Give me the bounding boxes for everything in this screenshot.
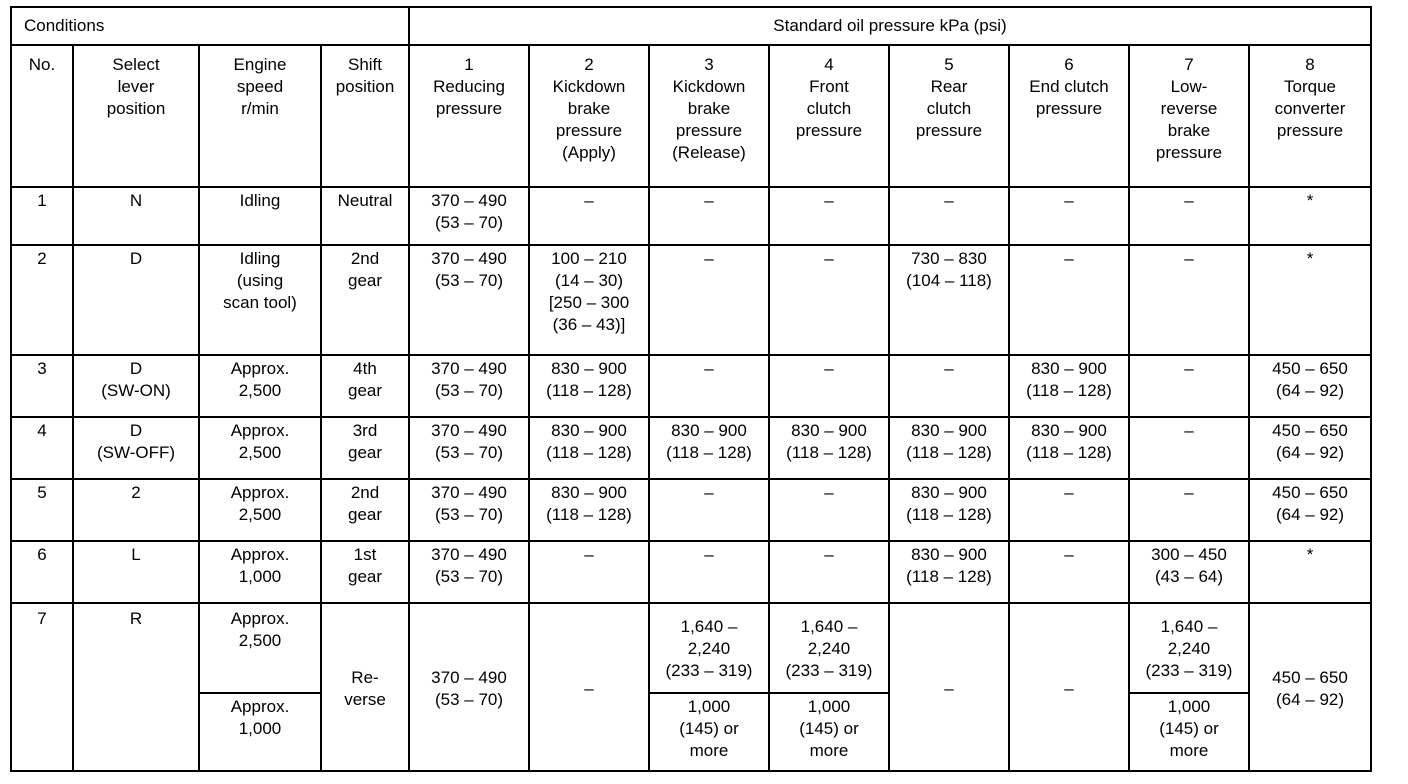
column-header-no: No. bbox=[11, 45, 73, 187]
pressure-cell-p4-line: – bbox=[824, 249, 834, 268]
shift-position-cell-line: 1st bbox=[353, 545, 377, 564]
pressure-cell-p4 bbox=[769, 603, 889, 693]
select-lever-cell-line: N bbox=[129, 191, 143, 210]
shift-position-cell-line: gear bbox=[347, 271, 383, 290]
pressure-cell-p6 bbox=[1009, 417, 1129, 479]
pressure-cell-p4-line: 830 – 900 bbox=[791, 421, 867, 440]
engine-speed-cell bbox=[199, 245, 321, 355]
engine-speed-cell-line: 2,500 bbox=[238, 381, 282, 400]
column-header-line: Front bbox=[809, 77, 849, 96]
column-number: 4 bbox=[824, 55, 834, 74]
column-header-line: Torque bbox=[1284, 77, 1336, 96]
shift-position-cell bbox=[321, 417, 409, 479]
select-lever-cell-line: (SW-ON) bbox=[101, 381, 171, 400]
pressure-cell-p7 bbox=[1129, 355, 1249, 417]
pressure-cell-p6 bbox=[1009, 603, 1129, 771]
shift-position-cell bbox=[321, 479, 409, 541]
shift-position-cell-line: 3rd bbox=[352, 421, 378, 440]
column-header-line: position bbox=[106, 99, 166, 118]
pressure-cell-p3-line: 1,640 – bbox=[680, 617, 738, 636]
pressure-cell-p3-line: 1,000 bbox=[687, 697, 731, 716]
pressure-cell-p4 bbox=[769, 417, 889, 479]
pressure-cell-p4-line: – bbox=[824, 545, 834, 564]
column-header-select-lever-position bbox=[73, 45, 199, 187]
pressure-cell-p4-line: 1,640 – bbox=[800, 617, 858, 636]
shift-position-cell bbox=[321, 187, 409, 245]
column-header-line: speed bbox=[236, 77, 284, 96]
column-header-line: pressure bbox=[1276, 121, 1344, 140]
pressure-cell-p3-line: (233 – 319) bbox=[665, 661, 753, 680]
shift-position-cell-line: 2nd bbox=[350, 483, 380, 502]
engine-speed-cell-line: 2,500 bbox=[238, 505, 282, 524]
column-header-line: Select bbox=[112, 55, 160, 74]
column-header-line: clutch bbox=[926, 99, 972, 118]
pressure-cell-p8 bbox=[1249, 603, 1371, 771]
pressure-cell-p4-line: (145) or bbox=[799, 719, 859, 738]
column-header-line: Rear bbox=[930, 77, 968, 96]
oil-pressure-spec-table bbox=[10, 6, 1372, 772]
pressure-cell-p8-line: (64 – 92) bbox=[1275, 505, 1345, 524]
column-header-line: Engine bbox=[233, 55, 287, 74]
engine-speed-cell-line: Idling bbox=[239, 191, 281, 210]
pressure-cell-p5 bbox=[889, 479, 1009, 541]
engine-speed-cell bbox=[199, 187, 321, 245]
pressure-cell-p1-line: (53 – 70) bbox=[434, 690, 504, 709]
pressure-cell-p3-line: – bbox=[704, 483, 714, 502]
select-lever-cell-line: D bbox=[129, 359, 143, 378]
pressure-cell-p1-line: (53 – 70) bbox=[434, 567, 504, 586]
pressure-cell-p6-line: – bbox=[1064, 679, 1074, 698]
pressure-cell-p3 bbox=[649, 603, 769, 693]
column-header-line: brake bbox=[567, 99, 611, 118]
pressure-cell-p8-line: 450 – 650 bbox=[1272, 483, 1348, 502]
pressure-cell-p5-line: 830 – 900 bbox=[911, 483, 987, 502]
pressure-cell-p4 bbox=[769, 245, 889, 355]
column-number: 3 bbox=[704, 55, 714, 74]
pressure-cell-p3 bbox=[649, 479, 769, 541]
column-number: 6 bbox=[1064, 55, 1074, 74]
pressure-cell-p4-line: – bbox=[824, 359, 834, 378]
pressure-cell-p4 bbox=[769, 187, 889, 245]
pressure-cell-p1-line: 370 – 490 bbox=[431, 359, 507, 378]
column-header-line: brake bbox=[687, 99, 731, 118]
pressure-cell-p4-line: – bbox=[824, 191, 834, 210]
pressure-cell-p2-line: 830 – 900 bbox=[551, 483, 627, 502]
oil-pressure-spec-table-container bbox=[10, 6, 1372, 772]
pressure-cell-p5 bbox=[889, 541, 1009, 603]
pressure-cell-p8 bbox=[1249, 417, 1371, 479]
pressure-cell-p4 bbox=[769, 479, 889, 541]
column-header-line: converter bbox=[1274, 99, 1346, 118]
pressure-cell-p2-line: (118 – 128) bbox=[546, 381, 632, 400]
pressure-cell-p6-line: (118 – 128) bbox=[1026, 443, 1112, 462]
engine-speed-cell bbox=[199, 541, 321, 603]
table-row bbox=[11, 245, 1371, 355]
column-header-line: pressure bbox=[555, 121, 623, 140]
pressure-cell-p7 bbox=[1129, 603, 1249, 693]
shift-position-cell-line: gear bbox=[347, 567, 383, 586]
pressure-cell-p7-line: more bbox=[1169, 741, 1209, 760]
pressure-cell-p1-line: 370 – 490 bbox=[431, 191, 507, 210]
shift-position-cell-line: gear bbox=[347, 381, 383, 400]
pressure-cell-p3-line: – bbox=[704, 191, 714, 210]
pressure-cell-p7-line: – bbox=[1184, 483, 1194, 502]
pressure-cell-p7-line: (43 – 64) bbox=[1154, 567, 1224, 586]
pressure-cell-p5-line: (118 – 128) bbox=[906, 505, 992, 524]
pressure-cell-p1 bbox=[409, 417, 529, 479]
pressure-cell-p1-line: 370 – 490 bbox=[431, 421, 507, 440]
column-header-line: (Release) bbox=[672, 143, 746, 162]
select-lever-cell-line: L bbox=[131, 545, 141, 564]
row-number-cell: 3 bbox=[11, 355, 73, 417]
shift-position-cell bbox=[321, 603, 409, 771]
pressure-cell-p2-line: (118 – 128) bbox=[546, 505, 632, 524]
engine-speed-cell bbox=[199, 417, 321, 479]
table-body bbox=[11, 187, 1371, 771]
table-row bbox=[11, 355, 1371, 417]
pressure-cell-p4-line: (118 – 128) bbox=[786, 443, 872, 462]
pressure-cell-p7 bbox=[1129, 417, 1249, 479]
select-lever-cell-line: D bbox=[129, 421, 143, 440]
shift-position-cell-line: verse bbox=[344, 690, 386, 709]
select-lever-cell bbox=[73, 355, 199, 417]
pressure-cell-p4 bbox=[769, 355, 889, 417]
column-number: 2 bbox=[584, 55, 594, 74]
pressure-cell-p5-line: (104 – 118) bbox=[906, 271, 992, 290]
column-header-shift-position bbox=[321, 45, 409, 187]
column-header-pressure-2 bbox=[529, 45, 649, 187]
pressure-cell-p2-line: 830 – 900 bbox=[551, 421, 627, 440]
pressure-cell-p6 bbox=[1009, 541, 1129, 603]
engine-speed-cell-line: 2,500 bbox=[238, 631, 282, 650]
column-header-line: Reducing bbox=[433, 77, 505, 96]
pressure-cell-p3-line: 830 – 900 bbox=[671, 421, 747, 440]
pressure-cell-p5-line: 830 – 900 bbox=[911, 421, 987, 440]
pressure-cell-p4-line: more bbox=[809, 741, 849, 760]
pressure-cell-p8-line: (64 – 92) bbox=[1275, 690, 1345, 709]
engine-speed-cell bbox=[199, 479, 321, 541]
pressure-cell-p3-line: – bbox=[704, 545, 714, 564]
pressure-cell-p5 bbox=[889, 355, 1009, 417]
column-header-row bbox=[11, 45, 1371, 187]
pressure-cell-p1-line: (53 – 70) bbox=[434, 271, 504, 290]
table-row bbox=[11, 479, 1371, 541]
pressure-cell-p2 bbox=[529, 355, 649, 417]
column-header-line: brake bbox=[1167, 121, 1211, 140]
pressure-cell-p2-line: 100 – 210 bbox=[551, 249, 627, 268]
column-header-pressure-5 bbox=[889, 45, 1009, 187]
engine-speed-cell-line: Approx. bbox=[230, 545, 290, 564]
engine-speed-cell bbox=[199, 693, 321, 771]
column-header-line: reverse bbox=[1160, 99, 1218, 118]
pressure-cell-p1 bbox=[409, 245, 529, 355]
pressure-cell-p1 bbox=[409, 355, 529, 417]
pressure-cell-p7-line: 300 – 450 bbox=[1151, 545, 1227, 564]
pressure-cell-p2-line: – bbox=[584, 545, 594, 564]
pressure-cell-p2-line: (118 – 128) bbox=[546, 443, 632, 462]
shift-position-cell-line: Re- bbox=[351, 668, 379, 687]
pressure-cell-p1-line: (53 – 70) bbox=[434, 381, 504, 400]
shift-position-cell-line: Neutral bbox=[337, 191, 393, 210]
pressure-cell-p3-line: (145) or bbox=[679, 719, 739, 738]
pressure-cell-p2-line: – bbox=[584, 191, 594, 210]
table-row bbox=[11, 693, 1371, 771]
select-lever-cell-line: D bbox=[129, 249, 143, 268]
pressure-cell-p2 bbox=[529, 479, 649, 541]
pressure-cell-p4 bbox=[769, 693, 889, 771]
pressure-cell-p1 bbox=[409, 479, 529, 541]
pressure-cell-p2 bbox=[529, 603, 649, 771]
column-header-line: pressure bbox=[675, 121, 743, 140]
column-number: 1 bbox=[464, 55, 474, 74]
engine-speed-cell-line: Approx. bbox=[230, 421, 290, 440]
select-lever-cell-line: R bbox=[129, 609, 143, 628]
pressure-cell-p2-line: [250 – 300 bbox=[548, 293, 630, 312]
pressure-cell-p8 bbox=[1249, 245, 1371, 355]
pressure-cell-p5-line: (118 – 128) bbox=[906, 567, 992, 586]
pressure-cell-p3 bbox=[649, 417, 769, 479]
shift-position-cell-line: gear bbox=[347, 505, 383, 524]
pressure-cell-p7-line: 1,640 – bbox=[1160, 617, 1218, 636]
pressure-cell-p6 bbox=[1009, 479, 1129, 541]
pressure-cell-p1 bbox=[409, 187, 529, 245]
row-number-cell: 7 bbox=[11, 603, 73, 771]
table-row bbox=[11, 417, 1371, 479]
engine-speed-cell-line: (using bbox=[236, 271, 284, 290]
pressure-cell-p8-line: 450 – 650 bbox=[1272, 668, 1348, 687]
pressure-cell-p7-line: (145) or bbox=[1159, 719, 1219, 738]
engine-speed-cell-line: 1,000 bbox=[238, 567, 282, 586]
engine-speed-cell-line: Approx. bbox=[230, 359, 290, 378]
pressure-cell-p7 bbox=[1129, 187, 1249, 245]
column-header-engine-speed-r-min bbox=[199, 45, 321, 187]
shift-position-cell bbox=[321, 541, 409, 603]
row-number-cell: 6 bbox=[11, 541, 73, 603]
column-header-line: pressure bbox=[1035, 99, 1103, 118]
column-header-line: Shift bbox=[347, 55, 383, 74]
pressure-cell-p8 bbox=[1249, 479, 1371, 541]
column-number: 8 bbox=[1305, 55, 1315, 74]
engine-speed-cell bbox=[199, 603, 321, 693]
column-header-line: Kickdown bbox=[552, 77, 626, 96]
column-header-line: (Apply) bbox=[562, 143, 616, 162]
pressure-cell-p5 bbox=[889, 417, 1009, 479]
pressure-cell-p2-line: – bbox=[584, 679, 594, 698]
pressure-cell-p4-line: – bbox=[824, 483, 834, 502]
column-header-line: pressure bbox=[915, 121, 983, 140]
pressure-cell-p7-line: – bbox=[1184, 191, 1194, 210]
column-header-line: r/min bbox=[241, 99, 279, 118]
pressure-cell-p7-line: 1,000 bbox=[1167, 697, 1211, 716]
pressure-cell-p5-line: (118 – 128) bbox=[906, 443, 992, 462]
pressure-cell-p2-line: (14 – 30) bbox=[554, 271, 624, 290]
pressure-cell-p3-line: more bbox=[689, 741, 729, 760]
pressure-cell-p1-line: (53 – 70) bbox=[434, 443, 504, 462]
engine-speed-cell-line: 2,500 bbox=[238, 443, 282, 462]
pressure-cell-p2 bbox=[529, 417, 649, 479]
select-lever-cell bbox=[73, 603, 199, 771]
pressure-cell-p1-line: (53 – 70) bbox=[434, 505, 504, 524]
pressure-cell-p5 bbox=[889, 245, 1009, 355]
pressure-cell-p7 bbox=[1129, 541, 1249, 603]
pressure-cell-p5-line: – bbox=[944, 191, 954, 210]
engine-speed-cell-line: 1,000 bbox=[238, 719, 282, 738]
pressure-cell-p2-line: 830 – 900 bbox=[551, 359, 627, 378]
pressure-cell-p7-line: – bbox=[1184, 421, 1194, 440]
pressure-cell-p7-line: 2,240 bbox=[1167, 639, 1211, 658]
column-number: 5 bbox=[944, 55, 954, 74]
pressure-cell-p8-line: * bbox=[1306, 191, 1314, 210]
pressure-cell-p3-line: – bbox=[704, 249, 714, 268]
pressure-cell-p6-line: – bbox=[1064, 545, 1074, 564]
pressure-cell-p1-line: 370 – 490 bbox=[431, 483, 507, 502]
pressure-cell-p5-line: – bbox=[944, 679, 954, 698]
section-header-row bbox=[11, 7, 1371, 45]
pressure-cell-p7 bbox=[1129, 245, 1249, 355]
pressure-cell-p3-line: (118 – 128) bbox=[666, 443, 752, 462]
engine-speed-cell-line: Approx. bbox=[230, 697, 290, 716]
pressure-cell-p2 bbox=[529, 541, 649, 603]
pressure-cell-p6-line: (118 – 128) bbox=[1026, 381, 1112, 400]
pressure-cell-p2-line: (36 – 43)] bbox=[552, 315, 626, 334]
pressure-cell-p8-line: (64 – 92) bbox=[1275, 381, 1345, 400]
select-lever-cell-line: (SW-OFF) bbox=[96, 443, 176, 462]
pressure-cell-p6 bbox=[1009, 187, 1129, 245]
pressure-cell-p6 bbox=[1009, 355, 1129, 417]
shift-position-cell-line: 2nd bbox=[350, 249, 380, 268]
pressure-cell-p5-line: – bbox=[944, 359, 954, 378]
pressure-cell-p1-line: 370 – 490 bbox=[431, 249, 507, 268]
column-header-pressure-3 bbox=[649, 45, 769, 187]
pressure-cell-p3 bbox=[649, 355, 769, 417]
column-header-pressure-7 bbox=[1129, 45, 1249, 187]
table-row bbox=[11, 603, 1371, 693]
shift-position-cell bbox=[321, 355, 409, 417]
row-number-cell: 1 bbox=[11, 187, 73, 245]
column-header-pressure-4 bbox=[769, 45, 889, 187]
pressure-cell-p6 bbox=[1009, 245, 1129, 355]
pressure-cell-p2 bbox=[529, 245, 649, 355]
shift-position-cell-line: 4th bbox=[353, 359, 377, 378]
column-header-pressure-8 bbox=[1249, 45, 1371, 187]
pressure-cell-p1 bbox=[409, 603, 529, 771]
shift-position-cell-line: gear bbox=[347, 443, 383, 462]
pressure-cell-p8 bbox=[1249, 355, 1371, 417]
pressure-cell-p3 bbox=[649, 541, 769, 603]
select-lever-cell bbox=[73, 187, 199, 245]
pressure-cell-p3 bbox=[649, 187, 769, 245]
select-lever-cell bbox=[73, 541, 199, 603]
column-header-line: End clutch bbox=[1029, 77, 1109, 96]
shift-position-cell bbox=[321, 245, 409, 355]
pressure-cell-p5 bbox=[889, 187, 1009, 245]
column-header-pressure-1 bbox=[409, 45, 529, 187]
pressure-cell-p3 bbox=[649, 245, 769, 355]
pressure-cell-p8-line: * bbox=[1306, 249, 1314, 268]
pressure-cell-p5 bbox=[889, 603, 1009, 771]
engine-speed-cell-line: Idling bbox=[239, 249, 281, 268]
pressure-cell-p3-line: 2,240 bbox=[687, 639, 731, 658]
pressure-cell-p1-line: 370 – 490 bbox=[431, 668, 507, 687]
column-header-line: Kickdown bbox=[672, 77, 746, 96]
select-lever-cell bbox=[73, 245, 199, 355]
pressure-cell-p8-line: * bbox=[1306, 545, 1314, 564]
select-lever-cell bbox=[73, 479, 199, 541]
pressure-cell-p3 bbox=[649, 693, 769, 771]
pressure-cell-p1-line: 370 – 490 bbox=[431, 545, 507, 564]
pressure-cell-p6-line: 830 – 900 bbox=[1031, 359, 1107, 378]
pressure-cell-p7-line: (233 – 319) bbox=[1145, 661, 1233, 680]
pressure-cell-p4-line: (233 – 319) bbox=[785, 661, 873, 680]
select-lever-cell bbox=[73, 417, 199, 479]
pressure-cell-p1 bbox=[409, 541, 529, 603]
pressure-cell-p1-line: (53 – 70) bbox=[434, 213, 504, 232]
column-header-line: pressure bbox=[1155, 143, 1223, 162]
column-header-pressure-6 bbox=[1009, 45, 1129, 187]
pressure-cell-p8 bbox=[1249, 187, 1371, 245]
engine-speed-cell-line: Approx. bbox=[230, 483, 290, 502]
pressure-cell-p8 bbox=[1249, 541, 1371, 603]
pressure-cell-p8-line: 450 – 650 bbox=[1272, 421, 1348, 440]
select-lever-cell-line: 2 bbox=[131, 483, 141, 502]
pressure-cell-p6-line: – bbox=[1064, 191, 1074, 210]
pressure-cell-p5-line: 830 – 900 bbox=[911, 545, 987, 564]
engine-speed-cell-line: scan tool) bbox=[223, 293, 297, 312]
pressure-cell-p4-line: 2,240 bbox=[807, 639, 851, 658]
pressure-cell-p5-line: 730 – 830 bbox=[911, 249, 987, 268]
column-header-line: position bbox=[335, 77, 395, 96]
table-row bbox=[11, 541, 1371, 603]
row-number-cell: 4 bbox=[11, 417, 73, 479]
row-number-cell: 2 bbox=[11, 245, 73, 355]
pressure-cell-p6-line: 830 – 900 bbox=[1031, 421, 1107, 440]
pressure-cell-p3-line: – bbox=[704, 359, 714, 378]
pressure-cell-p7 bbox=[1129, 693, 1249, 771]
pressure-section-header: Standard oil pressure kPa (psi) bbox=[409, 7, 1371, 45]
column-header-line: Low- bbox=[1170, 77, 1208, 96]
column-number: 7 bbox=[1184, 55, 1194, 74]
conditions-section-header: Conditions bbox=[11, 7, 409, 45]
pressure-cell-p6-line: – bbox=[1064, 249, 1074, 268]
column-header-line: pressure bbox=[795, 121, 863, 140]
pressure-cell-p4-line: 1,000 bbox=[807, 697, 851, 716]
table-row bbox=[11, 187, 1371, 245]
engine-speed-cell-line: Approx. bbox=[230, 609, 290, 628]
pressure-cell-p7-line: – bbox=[1184, 359, 1194, 378]
pressure-cell-p6-line: – bbox=[1064, 483, 1074, 502]
row-number-cell: 5 bbox=[11, 479, 73, 541]
pressure-cell-p4 bbox=[769, 541, 889, 603]
pressure-cell-p7-line: – bbox=[1184, 249, 1194, 268]
pressure-cell-p2 bbox=[529, 187, 649, 245]
pressure-cell-p7 bbox=[1129, 479, 1249, 541]
pressure-cell-p8-line: (64 – 92) bbox=[1275, 443, 1345, 462]
engine-speed-cell bbox=[199, 355, 321, 417]
pressure-cell-p8-line: 450 – 650 bbox=[1272, 359, 1348, 378]
column-header-line: clutch bbox=[806, 99, 852, 118]
column-header-line: pressure bbox=[435, 99, 503, 118]
column-header-line: lever bbox=[117, 77, 155, 96]
